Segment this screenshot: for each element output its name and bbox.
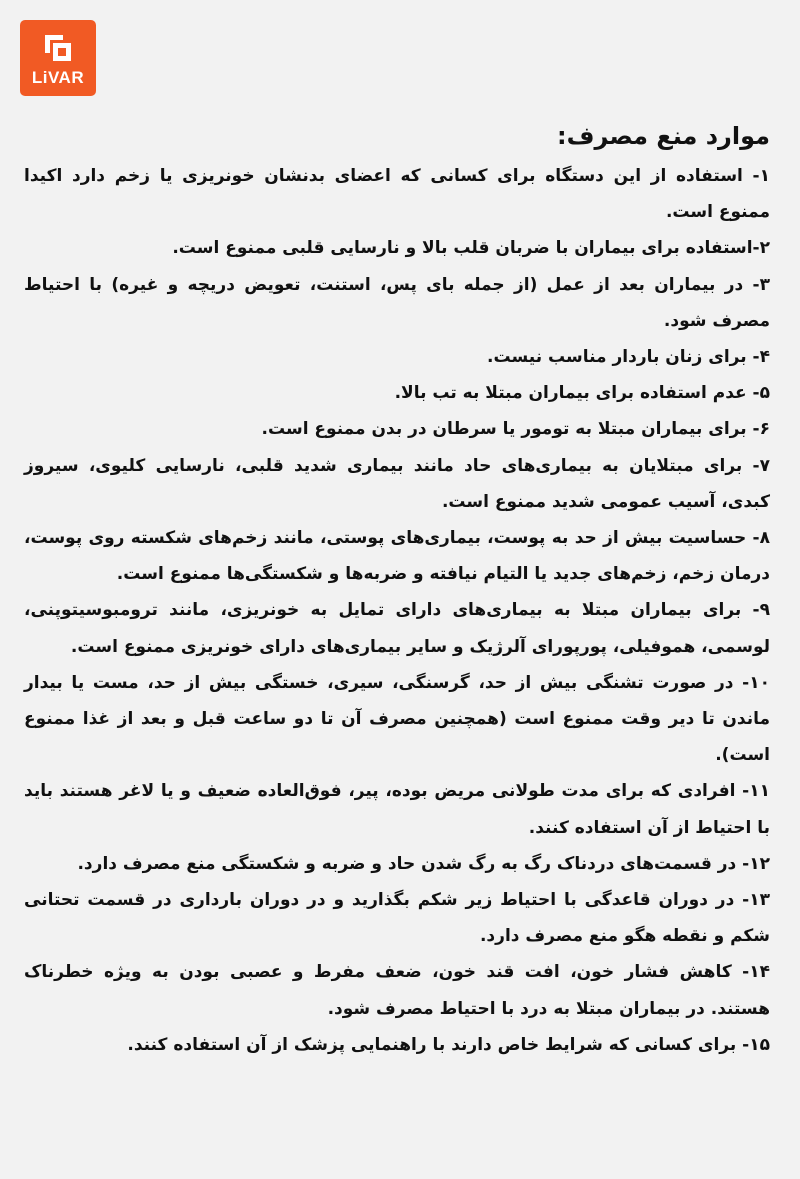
list-item: ۴- برای زنان باردار مناسب نیست. — [487, 347, 770, 368]
list-item: ۱۲- در قسمت‌های دردناک رگ به رگ شدن حاد و ضربه و شکستگی منع مصرف دارد. — [77, 853, 770, 874]
contraindications-list — [24, 158, 770, 1063]
list-item: ۹- برای بیماران مبتلا به بیماری‌های دارای تمایل به خونریزی، مانند ترومبوسیتوپنی، لوسمی، هموفیلی، پورپورای آلرژیک و سایر بیماری‌های دارای خونریزی ممنوع است. — [24, 600, 770, 657]
list-item: ۶- برای بیماران مبتلا به تومور یا سرطان در بدن ممنوع است. — [261, 419, 770, 440]
list-item: ۱۱- افرادی که برای مدت طولانی مریض بوده، پیر، فوق‌العاده ضعیف و یا لاغر هستند باید با احتیاط از آن استفاده کنند. — [24, 781, 770, 838]
logo-text: LiVAR — [31, 67, 85, 87]
brand-logo — [20, 20, 96, 96]
list-item: ۱۴- کاهش فشار خون، افت قند خون، ضعف مفرط و عصبی بودن به ویژه خطرناک هستند. در بیماران مبتلا به درد با احتیاط مصرف شود. — [24, 962, 770, 1019]
list-item: ۲-استفاده برای بیماران با ضربان قلب بالا و نارسایی قلبی ممنوع است. — [172, 238, 770, 259]
list-item: ۸- حساسیت بیش از حد به پوست، بیماری‌های پوستی، مانند زخم‌های شکسته روی پوست، درمان زخم، زخم‌های جدید یا التیام نیافته و ضربه‌ها و شکستگی‌ها ممنوع است. — [24, 528, 770, 585]
list-item: ۱۳- در دوران قاعدگی با احتیاط زیر شکم بگذارید و در دوران بارداری در قسمت تحتانی شکم و نقطه هگو منع مصرف دارد. — [24, 890, 770, 947]
list-item: ۳- در بیماران بعد از عمل (از جمله بای پس، استنت، تعویض دریچه و غیره) با احتیاط مصرف شود. — [24, 274, 770, 331]
list-item: ۱- استفاده از این دستگاه برای کسانی که اعضای بدنشان خونریزی یا زخم دارد اکیدا ممنوع است. — [24, 166, 770, 223]
contraindications-section — [24, 116, 770, 1063]
list-item: ۷- برای مبتلایان به بیماری‌های حاد مانند بیماری شدید قلبی، نارسایی کلیوی، سیروز کبدی، آسیب عمومی شدید ممنوع است. — [24, 455, 770, 512]
list-item: ۱۵- برای کسانی که شرایط خاص دارند با راهنمایی پزشک از آن استفاده کنند. — [127, 1034, 770, 1055]
livar-logo-icon — [41, 31, 75, 65]
list-item: ۱۰- در صورت تشنگی بیش از حد، گرسنگی، سیری، خستگی بیش از حد، مست یا بیدار ماندن تا دیر وقت ممنوع است (همچنین مصرف آن تا دو ساعت قبل و بعد از غذا ممنوع است). — [24, 672, 770, 766]
page-title: موارد منع مصرف: — [557, 122, 770, 150]
list-item: ۵- عدم استفاده برای بیماران مبتلا به تب بالا. — [394, 383, 770, 404]
